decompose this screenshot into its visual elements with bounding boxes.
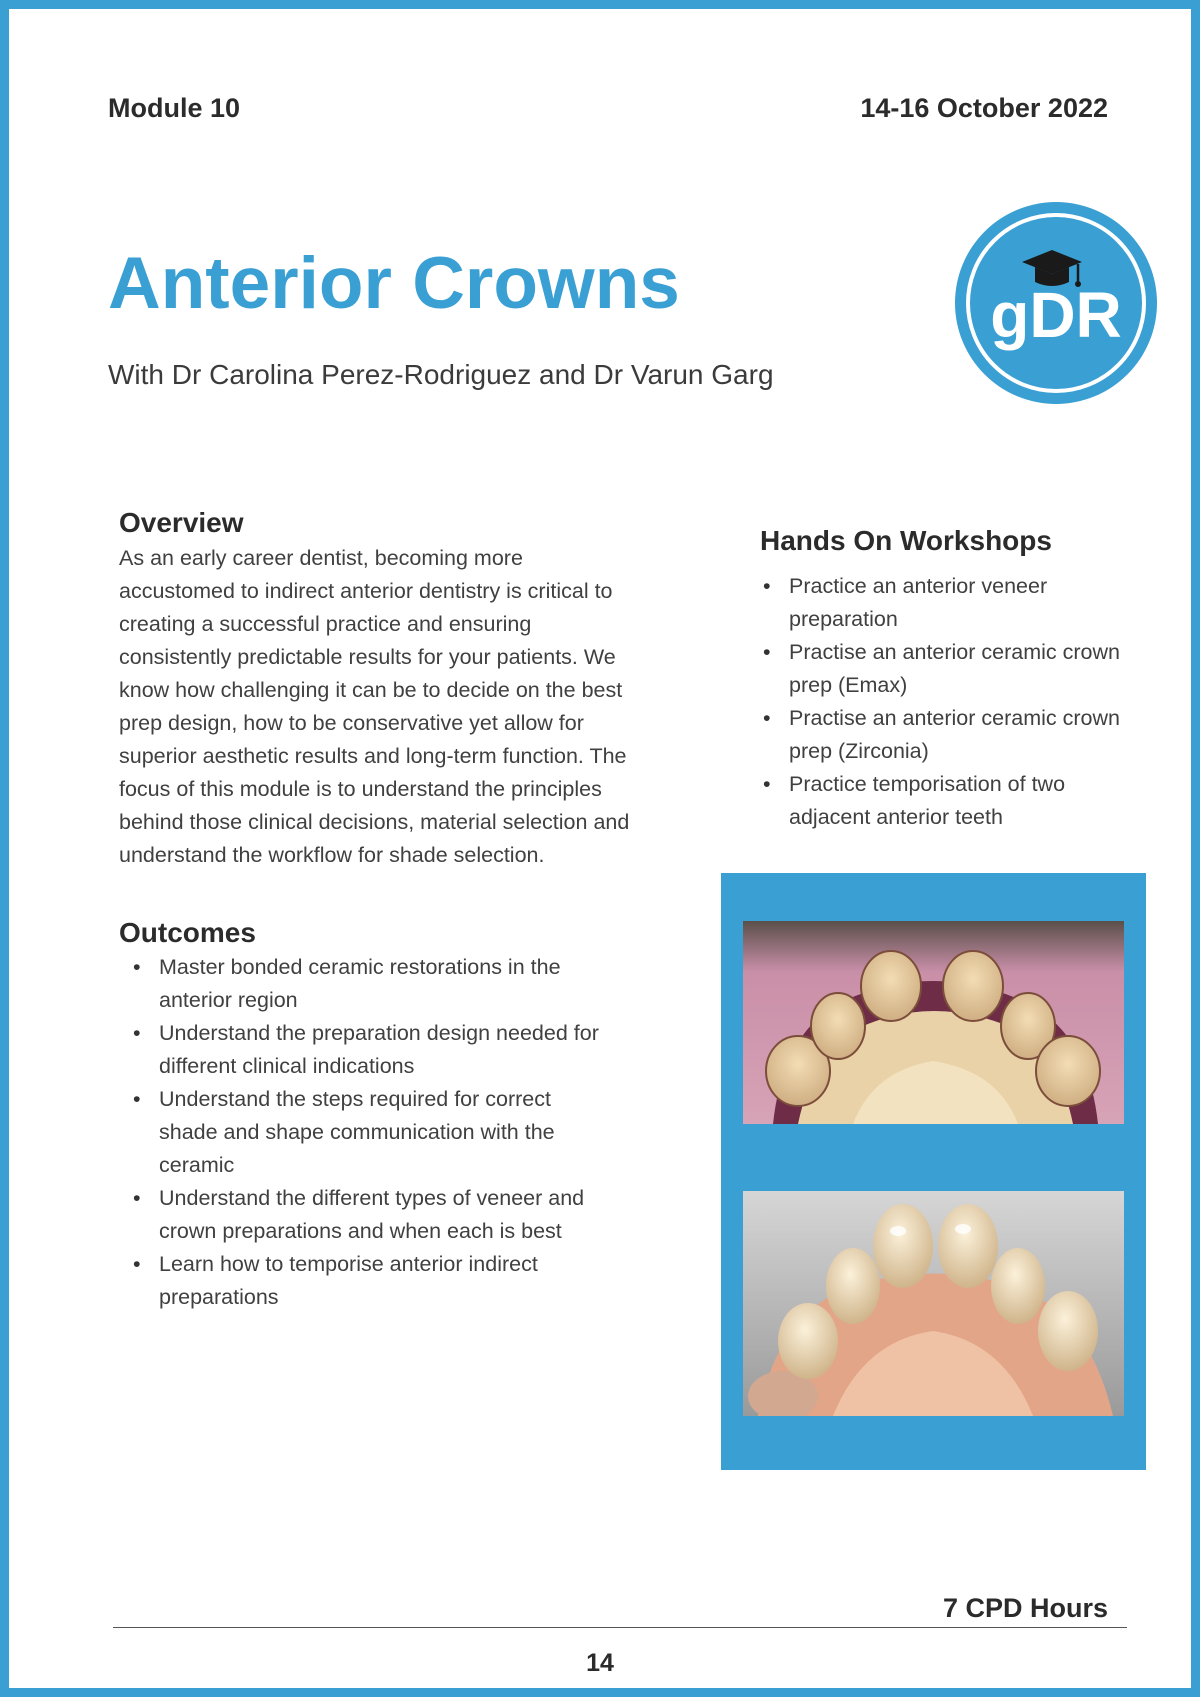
list-item-line: ceramic <box>159 1153 235 1177</box>
list-item <box>749 702 1149 768</box>
list-item-line: Learn how to temporise anterior indirect <box>159 1252 538 1276</box>
overview-line: accustomed to indirect anterior dentistry is critical to <box>119 579 613 603</box>
list-item <box>119 951 679 1017</box>
tooth-prep-photo <box>743 921 1124 1124</box>
list-item-line: Practise an anterior ceramic crown <box>789 640 1120 664</box>
footer-divider <box>113 1627 1127 1628</box>
outcomes-heading: Outcomes <box>119 917 256 948</box>
list-item-line: Understand the different types of veneer and <box>159 1186 585 1210</box>
list-item-line: adjacent anterior teeth <box>789 805 1003 829</box>
list-item-line: prep (Zirconia) <box>789 739 929 763</box>
photo-panel <box>721 873 1146 1470</box>
list-item <box>119 1083 679 1182</box>
list-item-line: Understand the preparation design needed for <box>159 1021 599 1045</box>
list-item <box>119 1248 679 1314</box>
page-subtitle: With Dr Carolina Perez-Rodriguez and Dr Varun Garg <box>108 359 774 390</box>
overview-line: behind those clinical decisions, material selection and <box>119 810 630 834</box>
list-item <box>749 768 1149 834</box>
crown-result-illustration <box>743 1191 1124 1416</box>
overview-line: As an early career dentist, becoming more <box>119 546 523 570</box>
list-item-line: preparation <box>789 607 898 631</box>
list-item-line: Practice an anterior veneer <box>789 574 1048 598</box>
list-item <box>749 570 1149 636</box>
tooth-prep-illustration <box>743 921 1124 1124</box>
cpd-hours: 7 CPD Hours <box>942 1593 1108 1623</box>
overview-line: consistently predictable results for your patients. We <box>119 645 616 669</box>
list-item-line: preparations <box>159 1285 279 1309</box>
module-label: Module 10 <box>108 93 241 123</box>
overview-line: understand the workflow for shade selection. <box>119 843 545 867</box>
list-item-line: Practice temporisation of two <box>789 772 1066 796</box>
logo-text: gDR <box>990 279 1122 351</box>
list-item <box>749 636 1149 702</box>
workshops-list <box>749 570 1149 834</box>
overview-line: know how challenging it can be to decide on the best <box>119 678 623 702</box>
list-item <box>119 1017 679 1083</box>
list-item-line: Understand the steps required for correct <box>159 1087 551 1111</box>
list-item-line: anterior region <box>159 988 298 1012</box>
overview-line: creating a successful practice and ensuring <box>119 612 532 636</box>
page-number: 14 <box>586 1649 614 1677</box>
overview-line: prep design, how to be conservative yet allow for <box>119 711 584 735</box>
gdr-logo-graphic <box>955 202 1157 404</box>
overview-text <box>119 542 699 872</box>
crown-result-photo <box>743 1191 1124 1416</box>
page-title: Anterior Crowns <box>108 243 680 324</box>
list-item-line: Practise an anterior ceramic crown <box>789 706 1120 730</box>
overview-heading: Overview <box>119 507 244 538</box>
overview-line: focus of this module is to understand the principles <box>119 777 602 801</box>
overview-line: superior aesthetic results and long-term function. The <box>119 744 627 768</box>
course-dates: 14-16 October 2022 <box>860 93 1108 123</box>
outcomes-list <box>119 951 679 1314</box>
list-item-line: different clinical indications <box>159 1054 415 1078</box>
gdr-logo <box>955 202 1157 404</box>
workshops-heading: Hands On Workshops <box>760 525 1052 556</box>
list-item-line: crown preparations and when each is best <box>159 1219 562 1243</box>
list-item <box>119 1182 679 1248</box>
list-item-line: prep (Emax) <box>789 673 908 697</box>
list-item-line: shade and shape communication with the <box>159 1120 555 1144</box>
list-item-line: Master bonded ceramic restorations in the <box>159 955 561 979</box>
